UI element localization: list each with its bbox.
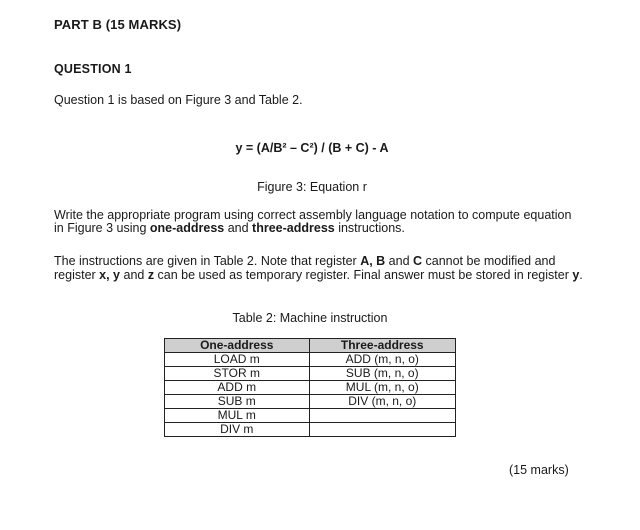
table-cell bbox=[309, 423, 456, 437]
header-one-address: One-address bbox=[165, 339, 310, 353]
para1-bold-one-address: one-address bbox=[149, 221, 225, 235]
para1-text-c: instructions. bbox=[334, 221, 405, 235]
table-row bbox=[165, 423, 456, 437]
table-row bbox=[165, 395, 456, 409]
instructions-paragraph-1 bbox=[54, 209, 584, 235]
equation-text: y = (A/B² – C²) / (B + C) - A bbox=[235, 141, 389, 155]
table-cell: DIV m bbox=[165, 423, 310, 437]
table-row bbox=[165, 381, 456, 395]
part-title: PART B (15 MARKS) bbox=[54, 17, 182, 32]
para2-text-b: and bbox=[385, 254, 413, 268]
question-intro: Question 1 is based on Figure 3 and Table 2. bbox=[54, 93, 303, 107]
figure-caption bbox=[0, 180, 640, 194]
table-cell: LOAD m bbox=[165, 353, 310, 367]
table-cell: SUB m bbox=[165, 395, 310, 409]
para2-bold-ab: A, B bbox=[360, 254, 386, 268]
table-row bbox=[165, 367, 456, 381]
table-caption-text: Table 2: Machine instruction bbox=[232, 311, 388, 325]
marks-label: (15 marks) bbox=[509, 463, 569, 477]
figure-caption-text: Figure 3: Equation r bbox=[257, 180, 367, 194]
table-row bbox=[165, 409, 456, 423]
table-row bbox=[165, 353, 456, 367]
header-three-address: Three-address bbox=[309, 339, 456, 353]
table-caption bbox=[0, 311, 640, 325]
para2-text-f: . bbox=[579, 268, 583, 282]
table-cell: MUL m bbox=[165, 409, 310, 423]
para2-text-d: and bbox=[120, 268, 148, 282]
table-cell: ADD m bbox=[165, 381, 310, 395]
instructions-paragraph-2 bbox=[54, 254, 584, 282]
table-cell: MUL (m, n, o) bbox=[309, 381, 456, 395]
para2-bold-y: y bbox=[572, 268, 580, 282]
table-cell bbox=[309, 409, 456, 423]
para2-bold-c: C bbox=[413, 254, 423, 268]
para2-text-a: The instructions are given in Table 2. Note that register bbox=[54, 254, 361, 268]
para1-text-a: Write the appropriate program using correct assembly language notation to compute equation in Figure 3 using bbox=[54, 208, 572, 235]
table-cell: DIV (m, n, o) bbox=[309, 395, 456, 409]
para2-text-e: can be used as temporary register. Final answer must be stored in register bbox=[154, 268, 573, 282]
equation bbox=[0, 141, 640, 155]
table-cell: STOR m bbox=[165, 367, 310, 381]
question-title: QUESTION 1 bbox=[54, 62, 132, 76]
machine-instruction-table bbox=[164, 338, 456, 437]
table-cell: SUB (m, n, o) bbox=[309, 367, 456, 381]
para2-bold-z: z bbox=[147, 268, 155, 282]
para2-text-c: cannot be modified and register bbox=[54, 254, 556, 282]
table-cell: ADD (m, n, o) bbox=[309, 353, 456, 367]
para1-bold-three-address: three-address bbox=[252, 221, 335, 235]
para2-bold-xy: x, y bbox=[99, 268, 121, 282]
para1-text-b: and bbox=[224, 221, 253, 235]
table-header-row bbox=[165, 339, 456, 353]
